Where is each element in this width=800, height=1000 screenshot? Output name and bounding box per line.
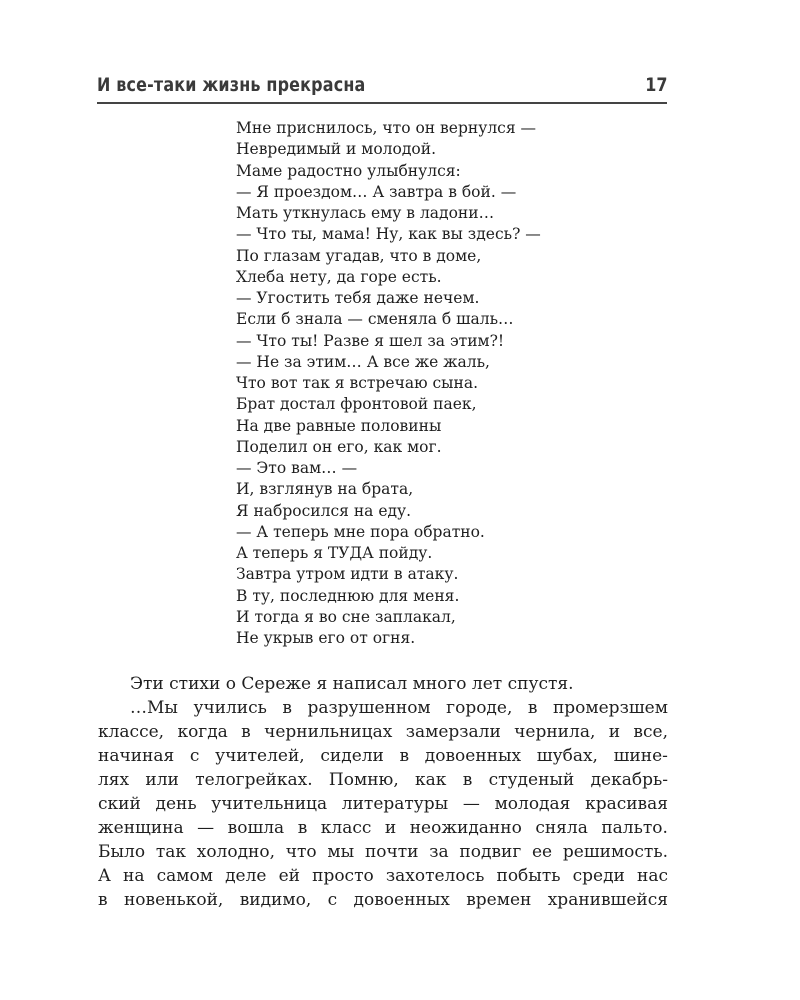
running-title: И все-таки жизнь прекрасна <box>97 74 366 96</box>
prose-line: Было так холодно, что мы почти за подвиг ее решимость. <box>98 842 668 862</box>
poem-line: Брат достал фронтовой паек, <box>236 395 477 414</box>
poem-line: — Что ты! Разве я шел за этим?! <box>236 331 505 350</box>
poem-line: Что вот так я встречаю сына. <box>236 374 479 392</box>
prose-line: в новенькой, видимо, с довоенных времен хранившейся <box>98 890 668 910</box>
poem-line: — Угостить тебя даже нечем. <box>236 289 480 307</box>
poem-line: В ту, последнюю для меня. <box>236 586 460 605</box>
poem-line: По глазам угадав, что в доме, <box>236 246 482 265</box>
poem-line: — Что ты, мама! Ну, как вы здесь? — <box>236 225 541 244</box>
prose-line: начиная с учителей, сидели в довоенных шубах, шине- <box>98 746 668 766</box>
poem-line: И, взглянув на брата, <box>236 480 414 499</box>
poem-line: — А теперь мне пора обратно. <box>236 522 485 541</box>
poem-line: Невредимый и молодой. <box>236 140 436 159</box>
poem <box>236 118 541 649</box>
running-head <box>97 72 667 104</box>
poem-line: Мне приснилось, что он вернулся — <box>236 119 537 137</box>
prose-line: женщина — вошла в класс и неожиданно сняла пальто. <box>98 818 668 838</box>
poem-line: Если б знала — сменяла б шаль… <box>236 310 514 329</box>
poem-line: И тогда я во сне заплакал, <box>236 607 456 626</box>
page-number: 17 <box>644 74 667 96</box>
poem-line: А теперь я ТУДА пойду. <box>236 544 433 562</box>
prose-line: …Мы учились в разрушенном городе, в промерзшем <box>130 698 668 718</box>
poem-line: — Я проездом… А завтра в бой. — <box>236 182 517 201</box>
poem-line: — Не за этим… А все же жаль, <box>236 352 490 371</box>
poem-line: На две равные половины <box>236 416 442 435</box>
poem-line: — Это вам… — <box>236 459 358 477</box>
prose-line: Эти стихи о Сереже я написал много лет спустя. <box>130 674 574 694</box>
poem-line: Хлеба нету, да горе есть. <box>236 267 442 286</box>
poem-line: Завтра утром идти в атаку. <box>236 565 459 584</box>
prose-line: А на самом деле ей просто захотелось побыть среди нас <box>98 866 668 886</box>
poem-line: Поделил он его, как мог. <box>236 437 442 456</box>
poem-line: Не укрыв его от огня. <box>236 629 416 647</box>
poem-line: Мать уткнулась ему в ладони… <box>236 204 495 222</box>
prose-line: классе, когда в чернильницах замерзали чернила, и все, <box>98 722 668 742</box>
prose-line: ский день учительница литературы — молодая красивая <box>98 794 668 814</box>
poem-line: Я набросился на еду. <box>236 501 412 520</box>
prose-line: лях или телогрейках. Помню, как в студеный декабрь- <box>98 770 668 790</box>
poem-line: Маме радостно улыбнулся: <box>236 161 461 180</box>
prose-text <box>98 672 668 912</box>
